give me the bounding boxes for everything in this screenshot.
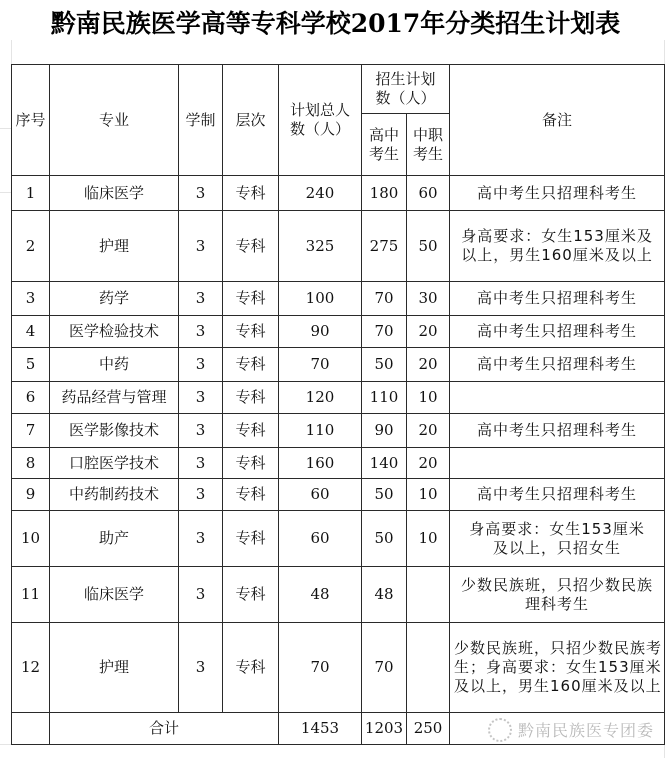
cell-total: 110 — [279, 414, 362, 448]
table-row — [12, 211, 665, 282]
cell-total: 240 — [279, 176, 362, 211]
watermark — [488, 718, 654, 744]
cell-major: 护理 — [50, 623, 179, 713]
cell-notes: 少数民族班，只招少数民族考生；身高要求：女生153厘米及以上，男生160厘米及以上 — [450, 623, 665, 713]
cell-high-school: 50 — [362, 479, 407, 511]
table-row — [12, 348, 665, 382]
cell-major: 医学影像技术 — [50, 414, 179, 448]
cell-total: 160 — [279, 448, 362, 479]
cell-duration: 3 — [179, 414, 223, 448]
total-label: 合计 — [50, 713, 279, 745]
cell-total: 325 — [279, 211, 362, 282]
cell-level: 专科 — [223, 511, 279, 567]
cell-vocational: 10 — [407, 479, 450, 511]
cell-duration: 3 — [179, 348, 223, 382]
cell-vocational: 60 — [407, 176, 450, 211]
cell-notes: 身高要求：女生153厘米及以上，只招女生 — [450, 511, 665, 567]
cell-vocational: 50 — [407, 211, 450, 282]
total-vocational: 250 — [407, 713, 450, 745]
cell-major: 中药 — [50, 348, 179, 382]
header-level: 层次 — [223, 65, 279, 176]
watermark-text: 黔南民族医专团委 — [518, 721, 655, 740]
cell-index: 3 — [12, 282, 50, 316]
sheet-gridline — [0, 744, 11, 745]
cell-high-school: 140 — [362, 448, 407, 479]
table-row — [12, 382, 665, 414]
cell-high-school: 90 — [362, 414, 407, 448]
cell-vocational: 30 — [407, 282, 450, 316]
cell-duration: 3 — [179, 623, 223, 713]
cell-notes: 少数民族班，只招少数民族理科考生 — [450, 567, 665, 623]
cell-level: 专科 — [223, 316, 279, 348]
sheet-gridline — [0, 192, 11, 193]
cell-total: 90 — [279, 316, 362, 348]
cell-high-school: 50 — [362, 511, 407, 567]
cell-level: 专科 — [223, 414, 279, 448]
cell-index: 6 — [12, 382, 50, 414]
cell-total: 48 — [279, 567, 362, 623]
cell-notes: 高中考生只招理科考生 — [450, 176, 665, 211]
cell-high-school: 70 — [362, 316, 407, 348]
cell-vocational — [407, 623, 450, 713]
table-row — [12, 282, 665, 316]
cell-level: 专科 — [223, 567, 279, 623]
cell-duration: 3 — [179, 382, 223, 414]
cell-notes: 身高要求：女生153厘米及以上，男生160厘米及以上 — [450, 211, 665, 282]
page-title: 黔南民族医学高等专科学校2017年分类招生计划表 — [50, 9, 621, 38]
cell-high-school: 48 — [362, 567, 407, 623]
cell-total: 60 — [279, 511, 362, 567]
cell-level: 专科 — [223, 448, 279, 479]
cell-high-school: 180 — [362, 176, 407, 211]
cell-duration: 3 — [179, 479, 223, 511]
cell-level: 专科 — [223, 348, 279, 382]
table-row — [12, 567, 665, 623]
cell-index: 4 — [12, 316, 50, 348]
table-row — [12, 414, 665, 448]
cell-duration: 3 — [179, 316, 223, 348]
header-vocational: 中职考生 — [407, 114, 450, 176]
enrollment-plan-table — [11, 64, 665, 745]
cell-index: 8 — [12, 448, 50, 479]
cell-major: 临床医学 — [50, 567, 179, 623]
cell-high-school: 275 — [362, 211, 407, 282]
cell-level: 专科 — [223, 382, 279, 414]
cell-high-school: 110 — [362, 382, 407, 414]
header-total: 计划总人数（人） — [279, 65, 362, 176]
cell-notes: 高中考生只招理科考生 — [450, 414, 665, 448]
cell-high-school: 50 — [362, 348, 407, 382]
cell-level: 专科 — [223, 282, 279, 316]
cell-vocational: 20 — [407, 448, 450, 479]
table-row — [12, 448, 665, 479]
table-row — [12, 623, 665, 713]
sheet-gridline — [11, 40, 12, 64]
header-high-school: 高中考生 — [362, 114, 407, 176]
header-notes: 备注 — [450, 65, 665, 176]
cell-total: 120 — [279, 382, 362, 414]
cell-index: 7 — [12, 414, 50, 448]
header-major: 专业 — [50, 65, 179, 176]
cell-high-school: 70 — [362, 623, 407, 713]
table-row — [12, 176, 665, 211]
cell-vocational: 10 — [407, 511, 450, 567]
cell-notes: 高中考生只招理科考生 — [450, 479, 665, 511]
cell-vocational: 10 — [407, 382, 450, 414]
cell-index: 9 — [12, 479, 50, 511]
table-row — [12, 479, 665, 511]
cell-major: 医学检验技术 — [50, 316, 179, 348]
cell-major: 药学 — [50, 282, 179, 316]
total-plan: 1453 — [279, 713, 362, 745]
cell-index: 11 — [12, 567, 50, 623]
cell-index: 5 — [12, 348, 50, 382]
wechat-logo-icon — [488, 718, 512, 742]
cell-notes: 高中考生只招理科考生 — [450, 348, 665, 382]
cell-level: 专科 — [223, 479, 279, 511]
cell-major: 中药制药技术 — [50, 479, 179, 511]
cell-duration: 3 — [179, 567, 223, 623]
table-row — [12, 511, 665, 567]
cell-notes — [450, 382, 665, 414]
cell-duration: 3 — [179, 511, 223, 567]
cell-total: 60 — [279, 479, 362, 511]
sheet-gridline — [0, 128, 11, 129]
cell-high-school: 70 — [362, 282, 407, 316]
cell-vocational — [407, 567, 450, 623]
cell-index: 10 — [12, 511, 50, 567]
cell-notes: 高中考生只招理科考生 — [450, 316, 665, 348]
cell-major: 临床医学 — [50, 176, 179, 211]
cell-index: 12 — [12, 623, 50, 713]
cell-level: 专科 — [223, 211, 279, 282]
cell-level: 专科 — [223, 623, 279, 713]
cell-vocational: 20 — [407, 414, 450, 448]
cell-duration: 3 — [179, 282, 223, 316]
cell-total: 70 — [279, 348, 362, 382]
cell-notes: 高中考生只招理科考生 — [450, 282, 665, 316]
table-row — [12, 316, 665, 348]
cell-duration: 3 — [179, 176, 223, 211]
cell-total: 70 — [279, 623, 362, 713]
cell-major: 药品经营与管理 — [50, 382, 179, 414]
total-empty-cell — [12, 713, 50, 745]
cell-index: 1 — [12, 176, 50, 211]
header-plan-group: 招生计划数（人） — [362, 65, 450, 114]
cell-level: 专科 — [223, 176, 279, 211]
cell-index: 2 — [12, 211, 50, 282]
cell-vocational: 20 — [407, 348, 450, 382]
cell-major: 口腔医学技术 — [50, 448, 179, 479]
header-index: 序号 — [12, 65, 50, 176]
cell-major: 助产 — [50, 511, 179, 567]
cell-major: 护理 — [50, 211, 179, 282]
header-duration: 学制 — [179, 65, 223, 176]
total-high-school: 1203 — [362, 713, 407, 745]
cell-duration: 3 — [179, 448, 223, 479]
cell-vocational: 20 — [407, 316, 450, 348]
cell-notes — [450, 448, 665, 479]
cell-total: 100 — [279, 282, 362, 316]
cell-duration: 3 — [179, 211, 223, 282]
